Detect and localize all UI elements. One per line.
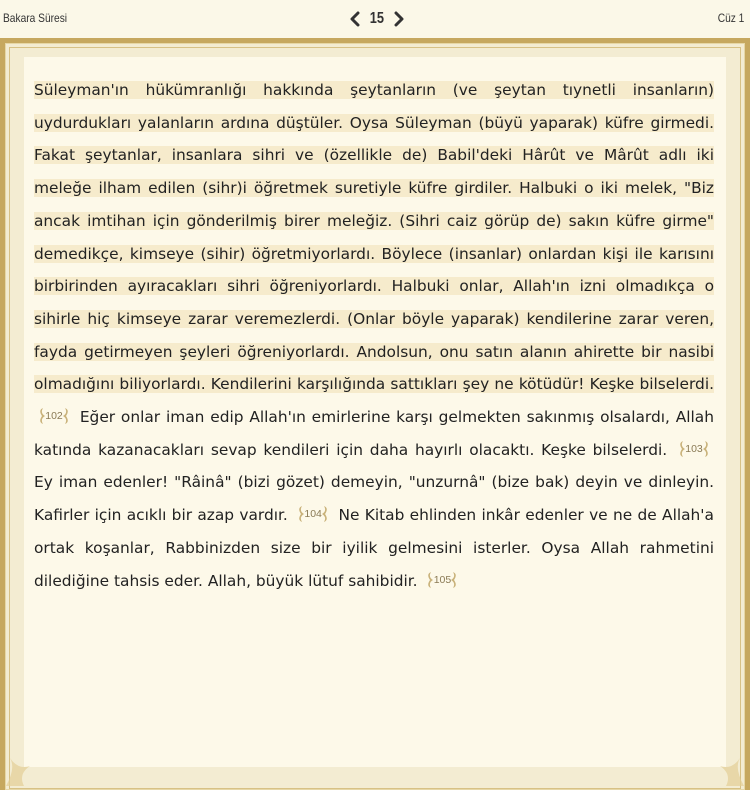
verse-text[interactable]: Eğer onlar iman edip Allah'ın emirlerine karşı gelmekten sakınmış olsalardı, Allah katında kazanacakları sevap kendileri için daha hayırlı olacaktı. Keşke bilselerdi.	[34, 408, 714, 459]
juz-label[interactable]: Cüz 1	[717, 11, 744, 25]
ayah-marker-icon[interactable]	[36, 407, 72, 425]
corner-ornament-icon	[4, 728, 64, 788]
chevron-right-icon[interactable]	[392, 9, 406, 29]
verse-text[interactable]: Ey iman edenler! "Râinâ" (bizi gözet) demeyin, "unzurnâ" (bize bak) deyin ve dinleyin. Kafirler için acıklı bir azap vardır.	[34, 473, 714, 525]
corner-ornament-icon	[686, 728, 746, 788]
page-number[interactable]: 15	[369, 10, 385, 27]
surah-name[interactable]: Bakara Süresi	[3, 11, 68, 25]
frame-border	[5, 43, 745, 790]
ayah-number: 103	[685, 442, 703, 455]
ayah-marker-icon[interactable]	[424, 571, 460, 589]
verse-text[interactable]: Ne Kitab ehlinden inkâr edenler ve ne de Allah'a ortak koşanlar, Rabbinizden size bir iyilik gelmesini isterler. Oysa Allah rahmetini dilediğine tahsis eder. Allah, büyük lütuf sahibidir.	[34, 506, 714, 590]
ayah-number: 102	[45, 410, 63, 423]
chevron-left-icon[interactable]	[348, 9, 362, 29]
ayah-number: 104	[304, 508, 322, 521]
ayah-number: 105	[433, 573, 452, 586]
verse-content	[24, 57, 726, 767]
top-bar	[0, 0, 750, 38]
page-frame	[0, 38, 750, 790]
verse-text-block	[34, 74, 714, 597]
ayah-marker-icon[interactable]	[295, 505, 331, 523]
page-navigator	[348, 6, 406, 32]
verse-text[interactable]: Süleyman'ın hükümranlığı hakkında şeytanların (ve şeytan tıynetli insanların) uydurdukları yalanların ardına düştüler. Oysa Süleyman (büyü yaparak) küfre girmedi. Fakat şeytanlar, insanlara sihri ve (özellikle de) Babil'deki Hârût ve Mârût adlı iki meleğe ilham edilen (sihr)i öğretmek suretiyle küfre girdiler. Halbuki o iki melek, "Biz ancak imtihan için gönderilmiş birer meleğiz. (Sihri caiz görüp de) sakın küfre girme" demedikçe, kimseye (sihir) öğretmiyorlardı. Böylece (insanlar) onlardan kişi ile karısını birbirinden ayıracakları sihri öğreniyorlardı. Halbuki onlar, Allah'ın izni olmadıkça o sihirle hiç kimseye zarar veremezlerdi. (Onlar böyle yaparak) kendilerine zarar veren, fayda getirmeyen şeyleri öğreniyorlardı. Andolsun, onu satın alanın ahirette bir nasibi olmadığını biliyorlardı. Kendilerini karşılığında sattıkları şey ne kötüdür! Keşke bilselerdi.	[34, 81, 714, 394]
ayah-marker-icon[interactable]	[676, 440, 712, 458]
